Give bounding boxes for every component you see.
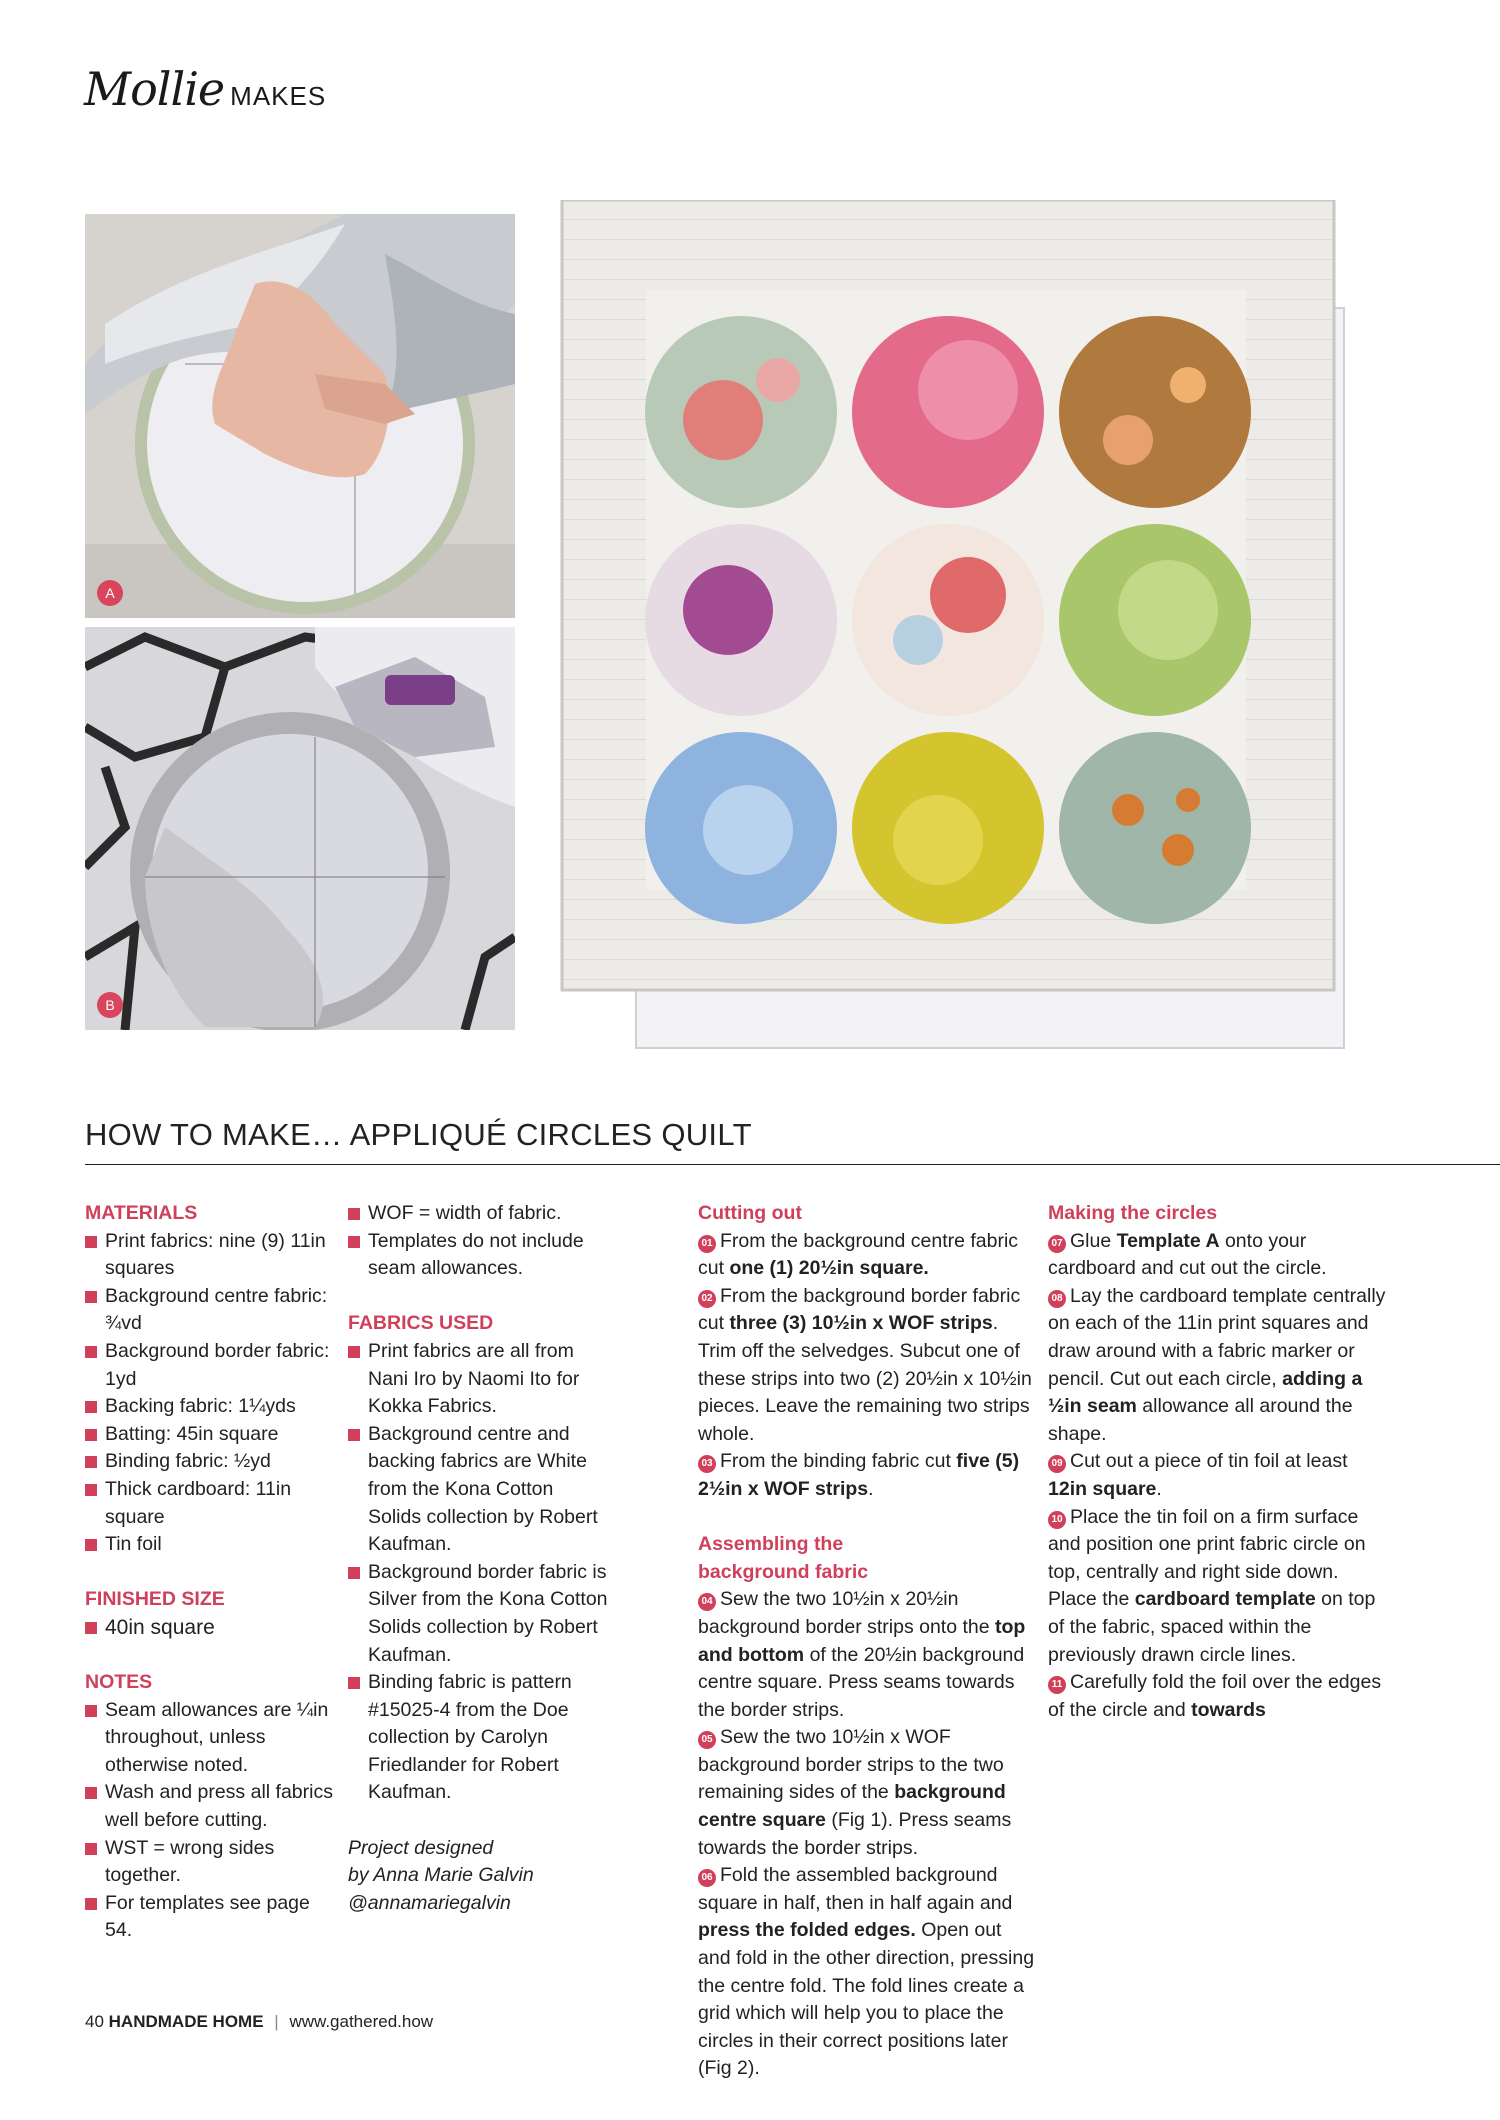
- list-item: Print fabrics: nine (9) 11in squares: [85, 1228, 335, 1283]
- brand-logo: [84, 62, 326, 116]
- step-07: 07 Glue Template A onto your cardboard and cut out the circle.: [1048, 1229, 1327, 1280]
- list-item: WST = wrong sides together.: [85, 1835, 335, 1890]
- finished-size-list: [85, 1614, 335, 1642]
- list-item: Seam allowances are ¼in throughout, unless otherwise noted.: [85, 1697, 335, 1780]
- column-2: [348, 1200, 608, 1917]
- footer-url: www.gathered.how: [289, 2012, 434, 2031]
- list-item: Batting: 45in square: [85, 1421, 335, 1449]
- fabrics-used-title: FABRICS USED: [348, 1312, 494, 1335]
- publication-name: HANDMADE HOME: [108, 2012, 264, 2031]
- list-item: Background border fabric: 1yd: [85, 1338, 335, 1393]
- list-item: Print fabrics are all from Nani Iro by Naomi Ito for Kokka Fabrics.: [348, 1338, 608, 1421]
- photo-a-illustration: [85, 214, 515, 618]
- brand-makes: MAKES: [230, 81, 327, 111]
- step-09: 09 Cut out a piece of tin foil at least 12in square.: [1048, 1450, 1348, 1500]
- quilt-circle-3: [1059, 316, 1251, 508]
- credit-line: by Anna Marie Galvin: [348, 1864, 534, 1887]
- photo-label-a: A: [97, 580, 123, 606]
- photo-a: [85, 214, 515, 618]
- list-item: Background border fabric is Silver from the Kona Cotton Solids collection by Robert Kaufman.: [348, 1559, 608, 1669]
- credit-handle: @annamariegalvin: [348, 1891, 511, 1914]
- list-item: Wash and press all fabrics well before cutting.: [85, 1779, 335, 1834]
- cutting-out-title: Cutting out: [698, 1202, 802, 1224]
- credit-line: Project designed: [348, 1836, 494, 1859]
- notes-title: NOTES: [85, 1671, 153, 1694]
- step-06: 06 Fold the assembled background square in half, then in half again and press the folded edges. Open out and fold in the other direction, pressing the centre fold. The fold lines create a grid which will help you to place the circles in their correct positions later (Fig 2).: [698, 1864, 1035, 2080]
- step-03: 03 From the binding fabric cut five (5) 2½in x WOF strips.: [698, 1450, 1020, 1500]
- heading-rule: [85, 1164, 1500, 1165]
- column-4: [1048, 1200, 1388, 1724]
- list-item: Binding fabric: ½yd: [85, 1448, 335, 1476]
- step-number: 03: [698, 1455, 716, 1473]
- list-item: Background centre fabric: ¾vd: [85, 1283, 335, 1338]
- project-credit: [348, 1835, 608, 1918]
- list-item: Binding fabric is pattern #15025-4 from the Doe collection by Carolyn Friedlander for Robert Kaufman.: [348, 1669, 608, 1807]
- step-05: 05 Sew the two 10½in x WOF background border strips to the two remaining sides of the background centre square (Fig 1). Press seams towards the border strips.: [698, 1726, 1012, 1859]
- step-number: 07: [1048, 1235, 1066, 1253]
- list-item: Templates do not include seam allowances.: [348, 1228, 608, 1283]
- list-item: Background centre and backing fabrics are White from the Kona Cotton Solids collection by Robert Kaufman.: [348, 1421, 608, 1559]
- step-08: 08 Lay the cardboard template centrally on each of the 11in print squares and draw around with a fabric marker or pencil. Cut out each circle, adding a ½in seam allowance all around the shape.: [1048, 1284, 1386, 1445]
- step-10: 10 Place the tin foil on a firm surface and position one print fabric circle on top, centrally and right side down. Place the cardboard template on top of the fabric, spaced within the previously drawn circle lines.: [1048, 1505, 1376, 1666]
- notes-list-continued: [348, 1200, 608, 1283]
- quilt-illustration: [548, 200, 1370, 1060]
- step-04: 04 Sew the two 10½in x 20½in background border strips onto the top and bottom of the 20½in background centre square. Press seams towards the border strips.: [698, 1588, 1026, 1721]
- list-item: Thick cardboard: 11in square: [85, 1476, 335, 1531]
- step-11: 11 Carefully fold the foil over the edges of the circle and towards: [1048, 1671, 1382, 1721]
- photo-b: [85, 627, 515, 1030]
- step-number: 06: [698, 1869, 716, 1887]
- brand-script: Mollie: [84, 62, 225, 116]
- column-1: [85, 1200, 335, 1945]
- step-number: 02: [698, 1290, 716, 1308]
- step-01: 01 From the background centre fabric cut one (1) 20½in square.: [698, 1229, 1019, 1280]
- step-number: 04: [698, 1593, 716, 1611]
- step-number: 10: [1048, 1511, 1066, 1529]
- column-3: [698, 1200, 1038, 2083]
- assembling-title: Assembling the background fabric: [698, 1533, 869, 1583]
- materials-title: MATERIALS: [85, 1202, 198, 1224]
- notes-list: [85, 1697, 335, 1945]
- list-item: Tin foil: [85, 1531, 335, 1559]
- step-number: 09: [1048, 1455, 1066, 1473]
- step-number: 11: [1048, 1676, 1066, 1694]
- list-item: WOF = width of fabric.: [348, 1200, 608, 1228]
- quilt-circle-9: [1059, 732, 1251, 924]
- photo-b-illustration: [85, 627, 515, 1030]
- article-heading: HOW TO MAKE… APPLIQUÉ CIRCLES QUILT: [85, 1117, 752, 1152]
- step-number: 05: [698, 1731, 716, 1749]
- step-02: 02 From the background border fabric cut three (3) 10½in x WOF strips. Trim off the selvedges. Subcut one of these strips into two (2) 20½in x 10½in pieces. Leave the remaining two strips whole.: [698, 1284, 1032, 1445]
- step-number: 08: [1048, 1290, 1066, 1308]
- page-number: 40: [85, 2012, 104, 2031]
- footer-separator: |: [274, 2012, 279, 2031]
- fabrics-used-list: [348, 1338, 608, 1807]
- list-item: Backing fabric: 1¼yds: [85, 1393, 335, 1421]
- list-item: For templates see page 54.: [85, 1890, 335, 1945]
- photo-label-b: B: [97, 992, 123, 1018]
- page-footer: [85, 2012, 433, 2032]
- quilt-photo: [548, 200, 1370, 1060]
- finished-size-title: FINISHED SIZE: [85, 1588, 225, 1611]
- list-item: 40in square: [85, 1614, 335, 1642]
- making-circles-title: Making the circles: [1048, 1202, 1218, 1224]
- materials-list: [85, 1228, 335, 1559]
- step-number: 01: [698, 1235, 716, 1253]
